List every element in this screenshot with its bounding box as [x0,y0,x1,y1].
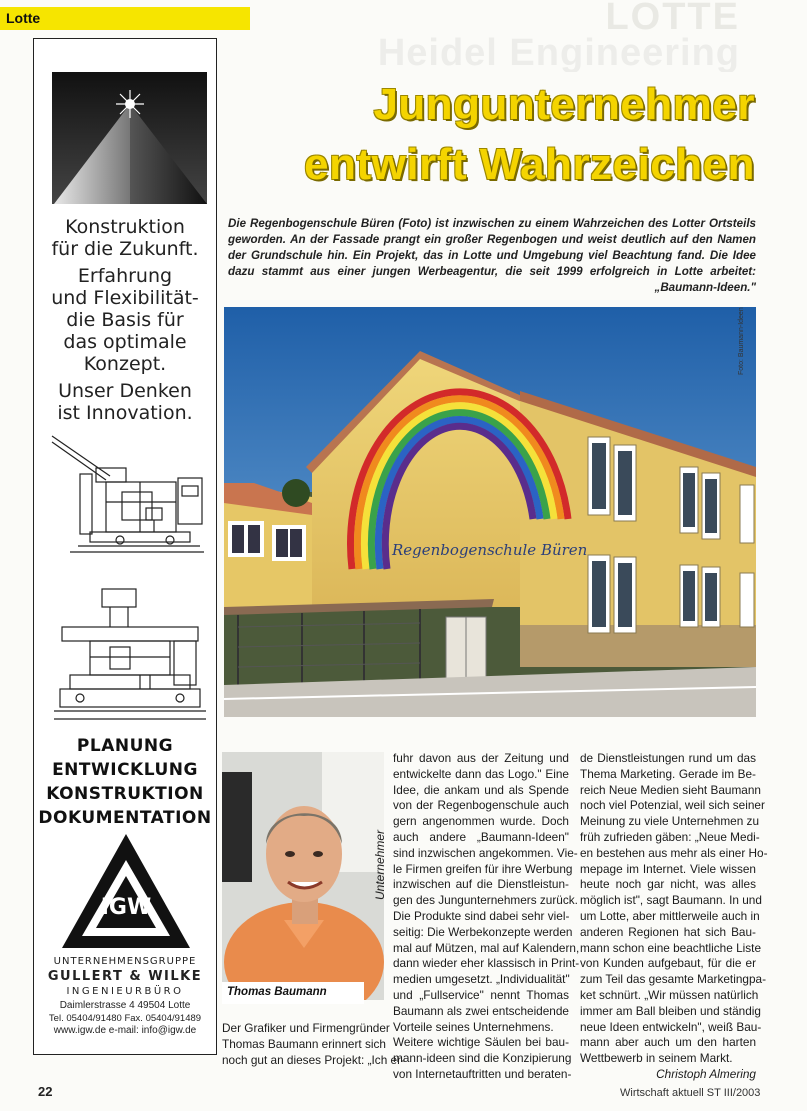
ad-slogan-6: das optimale [63,331,187,353]
photo-credit: Foto: Baumann-Ideen [738,307,745,375]
portrait-photo [222,752,384,1000]
body-line: Thomas Baumann erinnert sich [222,1036,386,1051]
body-line: noch gut an dieses Projekt: „Ich er- [222,1052,405,1067]
body-line: von Kunden aufgebaut, für die er [580,956,756,971]
ad-slogan-2: für die Zukunft. [51,238,199,260]
ghost-title: LOTTE [605,2,740,38]
pyramid-logo [52,72,207,204]
body-line: en bestehen aus mehr als einer Ho- [580,845,768,860]
body-line: le Firmen greifen für ihre Werbung [393,861,573,876]
ad-slogan-9: ist Innovation. [57,402,193,424]
lead-paragraph: Die Regenbogenschule Büren (Foto) ist inzwischen zu einem Wahrzeichen des Lotter Ortsteils geworden. An der Fassade prangt ein großer Regenbogen und weist deutlich auf den Namen der Grundschule hin. Ein Projekt, das in Lotte und Umgebung viel Beachtung fand. Die Idee dazu stammt aus einer jungen Werbeagentur, die seit 1999 erfolgreich in Lotte arbeitet: „Baumann-Ideen." [228,217,756,294]
ad-service-1: PLANUNG [76,736,174,756]
body-line: Meinung zu viele Unternehmen zu [580,814,760,829]
body-line: Thema Marketing. Gerade im Be- [580,766,756,781]
body-line: heute noch gar nicht, was alles [580,877,756,892]
publication-footer: Wirtschaft aktuell ST III/2003 [620,1087,761,1099]
body-line: mann-ideen sind die Konzipierung [393,1051,572,1066]
igw-logo [60,830,192,952]
machine-drawing-2 [50,585,210,725]
igw-logo-letters: IGW [100,895,152,920]
page-number: 22 [38,1084,53,1099]
body-line: immer am Ball bleiben und ständig [580,1003,761,1018]
ad-group-label: UNTERNEHMENSGRUPPE [53,956,197,967]
headline-line-2: entwirft Wahrzeichen [304,140,755,189]
portrait-caption-box [222,982,364,1004]
headline-line-1: Jungunternehmer [373,80,755,129]
body-line: medien umgesetzt. „Individualität" [393,972,570,987]
ad-slogan-4: und Flexibilität- [51,287,199,309]
ad-service-2: ENTWICKLUNG [52,760,198,780]
body-line: noch viel Potenzial, weil sich seiner [580,798,765,813]
body-line: zum Teil das gesamte Marketingpa- [580,972,766,987]
body-line: mepage im Internet. Viele wissen [580,861,756,876]
body-line: fuhr davon aus der Zeitung und [393,751,569,765]
body-line: mann aber auch um den harten [580,1035,756,1050]
body-line: um Lotte, aber mittlerweile auch in [580,908,760,923]
body-line: Die Produkte sind dabei sehr viel- [393,908,570,923]
portrait-caption: Thomas Baumann [227,986,327,998]
school-sign-text: Regenbogenschule Büren [392,541,588,559]
section-tab [0,7,250,30]
body-line: seitig: Die Werbekonzepte werden [393,924,573,939]
body-line: Baumann als zwei entscheidende [393,1003,569,1018]
body-line: dann wieder eher klassisch in Print- [393,956,580,971]
body-column-1 [222,1021,405,1068]
ad-slogan-8: Unser Denken [58,380,192,402]
body-line: mal auf Mützen, mal auf Kalendern, [393,940,580,955]
ghost-header [290,2,760,72]
ad-phone: Tel. 05404/91480 Fax. 05404/91489 [48,1013,202,1024]
body-line: Wettbewerb in seinem Markt. [580,1051,733,1066]
body-line: gen des Jungunternehmers zurück. [393,893,578,908]
ad-service-3: KONSTRUKTION [46,784,204,804]
body-line: früh zufrieden gäben: „Neue Medi- [580,829,760,844]
body-line: mann schon eine beachtliche Liste [580,940,762,955]
body-line: Idee, die ankam und als Spende [393,782,569,797]
ad-web: www.igw.de e-mail: info@igw.de [53,1025,197,1036]
body-line: de Dienstleistungen rund um das [580,751,756,765]
body-line: anderen Regionen hat sich Bau- [580,924,756,939]
ad-service-4: DOKUMENTATION [38,808,212,828]
ad-slogan-5: die Basis für [66,309,184,331]
body-line: auch andere „Baumann-Ideen" [393,829,569,844]
machine-drawing-1 [50,428,210,558]
school-photo [224,307,756,717]
body-line: reich Neue Medien sieht Baumann [580,782,761,797]
ad-slogan-3: Erfahrung [77,265,173,287]
body-line: und „Fullservice" nennt Thomas [393,987,569,1002]
body-column-3 [580,751,768,1083]
body-line: möglich ist", sagt Baumann. In und [580,893,762,908]
body-column-2 [393,751,580,1083]
body-line: von Internetauftritten und beraten- [393,1066,572,1081]
body-line: Vorteile seines Unternehmens. [393,1019,554,1034]
portrait-side-label: Unternehmer [373,829,387,900]
body-line: Weitere wichtige Säulen bei bau- [393,1035,569,1050]
body-line: sind inzwischen angekommen. Vie- [393,845,578,860]
ad-slogan-7: Konzept. [83,353,167,375]
body-line: gern angenommen wurde. Doch [393,814,569,829]
ad-address: Daimlerstrasse 4 49504 Lotte [59,1000,191,1011]
portrait-side-label-box [373,780,389,980]
body-line: neue Ideen entwickeln", weiß Bau- [580,1019,762,1034]
author-byline: Christoph Almering [656,1066,756,1081]
ad-company-name: GULLERT & WILKE [47,969,203,984]
section-label: Lotte [6,10,41,26]
ad-office-label: INGENIEURBÜRO [66,986,184,997]
ghost-subtitle: Heidel Engineering [377,32,740,72]
body-line: ket schnürt. „Wir müssen natürlich [580,987,759,1002]
body-line: Der Grafiker und Firmengründer [222,1021,390,1035]
body-line: inzwischen auf die Dienstleistun- [393,877,569,892]
body-line: von der Regenbogenschule auch [393,798,569,813]
body-line: entwickelte dann das Logo." Eine [393,766,569,781]
ad-slogan-1: Konstruktion [65,216,185,238]
